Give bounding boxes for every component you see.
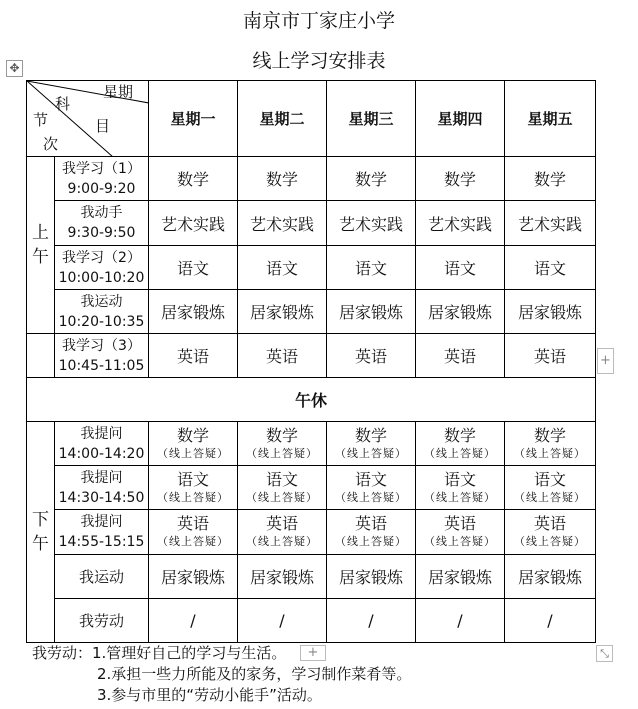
- subject-cell: 居家锻炼: [505, 290, 596, 334]
- subject-cell: 居家锻炼: [416, 290, 505, 334]
- qa-cell: [327, 466, 416, 510]
- subject-cell: /: [238, 599, 327, 643]
- segment-afternoon: 下 午: [27, 422, 55, 643]
- qa-note: （线上答疑）: [246, 490, 318, 504]
- note-line: 我劳动：1.管理好自己的学习与生活。: [32, 644, 287, 662]
- note-line: 3.参与市里的“劳动小能手”活动。: [97, 686, 322, 704]
- header-corner-cell: [27, 81, 149, 157]
- noon-break-row: 午休: [27, 378, 596, 422]
- subject-cell: /: [327, 599, 416, 643]
- qa-cell: [149, 466, 238, 510]
- qa-cell: [327, 422, 416, 466]
- corner-label-period-a: 节: [33, 111, 49, 129]
- qa-subject: 数学: [443, 425, 476, 445]
- subject-cell: 艺术实践: [505, 201, 596, 246]
- qa-cell: [238, 422, 327, 466]
- table-move-handle-icon[interactable]: ✥: [6, 60, 23, 77]
- qa-note: （线上答疑）: [514, 490, 586, 504]
- schedule-title: 线上学习安排表: [252, 50, 386, 72]
- qa-cell: [149, 422, 238, 466]
- qa-cell: [238, 466, 327, 510]
- subject-cell: 英语: [238, 334, 327, 378]
- qa-note: （线上答疑）: [157, 490, 229, 504]
- subject-cell: 艺术实践: [416, 201, 505, 246]
- qa-subject: 英语: [533, 514, 566, 533]
- qa-cell: [416, 510, 505, 555]
- qa-note: （线上答疑）: [424, 446, 496, 460]
- qa-cell: [416, 466, 505, 510]
- qa-cell: [505, 510, 596, 555]
- period-cell: 我提问 14:00-14:20: [55, 422, 149, 466]
- qa-cell: [149, 510, 238, 555]
- subject-cell: 语文: [416, 246, 505, 290]
- subject-cell: /: [416, 599, 505, 643]
- school-title: 南京市丁家庄小学: [242, 10, 395, 32]
- qa-note: （线上答疑）: [514, 446, 586, 460]
- corner-label-subject-a: 科: [55, 95, 71, 113]
- day-header: 星期二: [238, 81, 327, 157]
- qa-subject: 数学: [354, 425, 387, 445]
- qa-subject: 语文: [443, 469, 476, 489]
- qa-cell: [238, 510, 327, 555]
- qa-subject: 数学: [265, 425, 298, 445]
- qa-cell: [505, 466, 596, 510]
- subject-cell: 居家锻炼: [238, 555, 327, 599]
- qa-subject: 数学: [533, 425, 566, 445]
- period-cell: 我运动: [55, 555, 149, 599]
- subject-cell: 英语: [327, 334, 416, 378]
- subject-cell: 数学: [505, 157, 596, 201]
- period-cell: 我提问 14:55-15:15: [55, 510, 149, 555]
- subject-cell: 语文: [238, 246, 327, 290]
- subject-cell: 英语: [416, 334, 505, 378]
- qa-subject: 英语: [265, 514, 298, 533]
- period-cell: 我劳动: [55, 599, 149, 643]
- subject-cell: 居家锻炼: [238, 290, 327, 334]
- table-resize-handle-icon[interactable]: ⤡: [596, 645, 613, 662]
- period-cell: 我动手 9:30-9:50: [55, 201, 149, 246]
- period-cell: 我运动 10:20-10:35: [55, 290, 149, 334]
- qa-subject: 语文: [354, 469, 387, 489]
- period-cell: 我学习（1） 9:00-9:20: [55, 157, 149, 201]
- qa-note: （线上答疑）: [424, 535, 496, 548]
- notes-block: [32, 643, 411, 706]
- qa-note: （线上答疑）: [335, 535, 407, 548]
- day-header: 星期三: [327, 81, 416, 157]
- segment-morning: 上 午: [27, 157, 55, 334]
- qa-subject: 英语: [443, 514, 476, 533]
- add-column-plus-icon[interactable]: +: [300, 645, 326, 661]
- segment-blank-cell: [27, 334, 55, 378]
- qa-note: （线上答疑）: [514, 535, 586, 548]
- subject-cell: 居家锻炼: [505, 555, 596, 599]
- subject-cell: 居家锻炼: [149, 555, 238, 599]
- subject-cell: 居家锻炼: [327, 555, 416, 599]
- subject-cell: 数学: [238, 157, 327, 201]
- day-header: 星期四: [416, 81, 505, 157]
- corner-label-week: 星期: [103, 83, 134, 101]
- day-header: 星期五: [505, 81, 596, 157]
- subject-cell: 英语: [149, 334, 238, 378]
- qa-note: （线上答疑）: [157, 535, 229, 548]
- qa-note: （线上答疑）: [335, 446, 407, 460]
- qa-note: （线上答疑）: [157, 446, 229, 460]
- subject-cell: /: [505, 599, 596, 643]
- subject-cell: 数学: [327, 157, 416, 201]
- subject-cell: 语文: [505, 246, 596, 290]
- add-row-plus-icon[interactable]: +: [597, 348, 614, 374]
- subject-cell: /: [149, 599, 238, 643]
- subject-cell: 艺术实践: [149, 201, 238, 246]
- qa-subject: 英语: [354, 514, 387, 533]
- subject-cell: 居家锻炼: [149, 290, 238, 334]
- qa-cell: [327, 510, 416, 555]
- qa-note: （线上答疑）: [246, 446, 318, 460]
- qa-subject: 数学: [176, 425, 209, 445]
- corner-label-subject-b: 目: [95, 117, 111, 135]
- note-line: 2.承担一些力所能及的家务，学习制作菜肴等。: [97, 665, 412, 683]
- day-header: 星期一: [149, 81, 238, 157]
- subject-cell: 居家锻炼: [327, 290, 416, 334]
- qa-subject: 英语: [176, 514, 209, 533]
- period-cell: 我学习（2） 10:00-10:20: [55, 246, 149, 290]
- subject-cell: 艺术实践: [238, 201, 327, 246]
- schedule-table: [26, 80, 596, 643]
- qa-cell: [505, 422, 596, 466]
- qa-note: （线上答疑）: [335, 490, 407, 504]
- qa-subject: 语文: [176, 469, 209, 489]
- subject-cell: 英语: [505, 334, 596, 378]
- subject-cell: 语文: [327, 246, 416, 290]
- qa-subject: 语文: [533, 469, 566, 489]
- subject-cell: 语文: [149, 246, 238, 290]
- qa-note: （线上答疑）: [424, 490, 496, 504]
- qa-subject: 语文: [265, 469, 298, 489]
- period-cell: 我提问 14:30-14:50: [55, 466, 149, 510]
- subject-cell: 数学: [416, 157, 505, 201]
- period-cell: 我学习（3） 10:45-11:05: [55, 334, 149, 378]
- subject-cell: 居家锻炼: [416, 555, 505, 599]
- corner-label-period-b: 次: [43, 135, 59, 153]
- qa-cell: [416, 422, 505, 466]
- qa-note: （线上答疑）: [246, 535, 318, 548]
- subject-cell: 艺术实践: [327, 201, 416, 246]
- subject-cell: 数学: [149, 157, 238, 201]
